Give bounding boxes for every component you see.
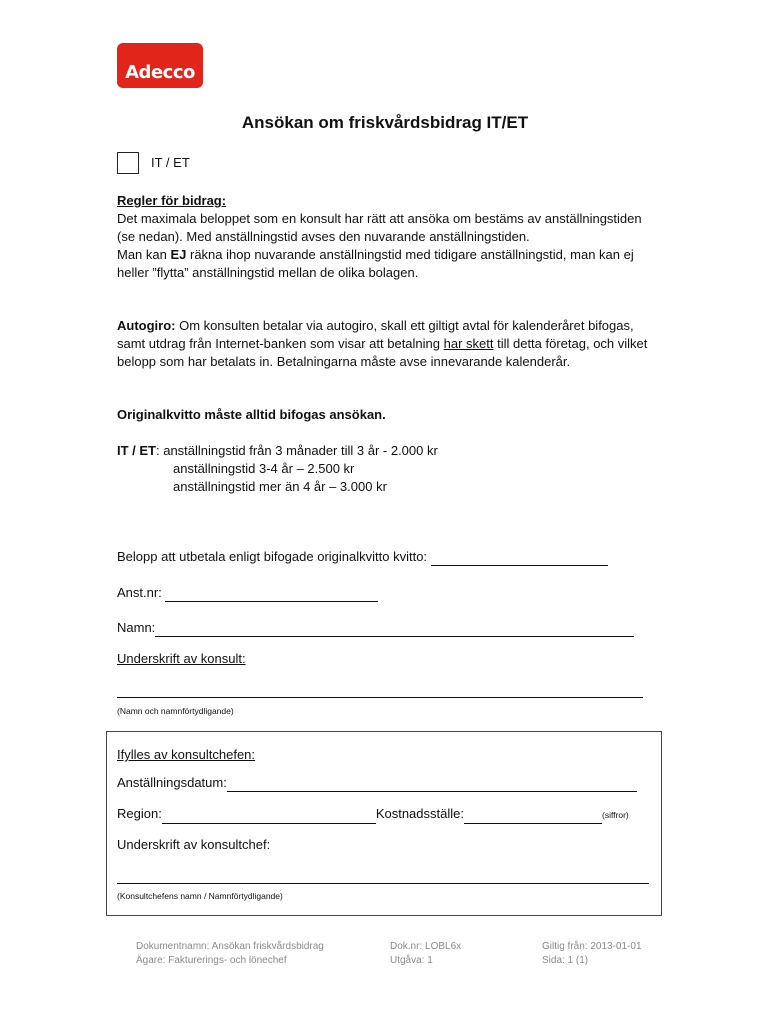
rules-paragraph-2: Man kan EJ räkna ihop nuvarande anställningstid med tidigare anställningstid, man kan ej heller ”flytta” anställningstid mellan de olika bolagen. — [117, 247, 634, 280]
footer-page: Sida: 1 (1) — [542, 955, 589, 966]
rules-section — [117, 192, 657, 282]
autogiro-label: Autogiro: — [117, 318, 176, 333]
autogiro-section: Autogiro: Om konsulten betalar via autogiro, skall ett giltigt avtal för kalenderåret bifogas, samt utdrag från Internet-banken som visar att betalning har skett till detta företag, och vilket belopp som har betalats in. Betalningarna måste avse innevarande kalenderår. — [117, 318, 648, 369]
manager-signature-hint: (Konsultchefens namn / Namnförtydligande) — [117, 891, 283, 901]
amount-input-line[interactable] — [431, 552, 608, 566]
name-field — [117, 619, 634, 637]
consultant-signature-label: Underskrift av konsult: — [117, 651, 246, 666]
emp-no-label: Anst.nr: — [117, 585, 162, 600]
hire-date-input-line[interactable] — [227, 778, 637, 792]
consultant-signature-line[interactable] — [117, 697, 643, 698]
footer-doc-name: Dokumentnamn: Ansökan friskvårdsbidrag — [136, 941, 324, 952]
emp-no-input-line[interactable] — [165, 588, 378, 602]
footer-doc-no: Dok.nr: LOBL6x — [390, 941, 462, 952]
hire-date-label: Anställningsdatum: — [117, 775, 227, 790]
rules-heading: Regler för bidrag: — [117, 193, 227, 208]
name-input-line[interactable] — [155, 623, 634, 637]
logo-text: Adecco — [125, 62, 195, 83]
tier-line-2: anställningstid 3-4 år – 2.500 kr — [173, 461, 355, 476]
hire-date-field — [117, 774, 637, 792]
footer-edition: Utgåva: 1 — [390, 955, 433, 966]
emp-no-field — [117, 584, 378, 602]
footer-valid-from: Giltig från: 2013-01-01 — [542, 941, 642, 952]
manager-signature-line[interactable] — [117, 883, 649, 884]
page-title: Ansökan om friskvårdsbidrag IT/ET — [241, 113, 529, 132]
amount-field — [117, 548, 608, 566]
region-label: Region: — [117, 806, 162, 821]
checkbox-label: IT / ET — [151, 155, 190, 170]
cost-center-input-line[interactable] — [464, 810, 602, 824]
receipt-note: Originalkvitto måste alltid bifogas ansökan. — [117, 407, 386, 422]
name-label: Namn: — [117, 620, 156, 635]
digits-hint: (siffror) — [601, 810, 629, 820]
it-et-checkbox[interactable] — [117, 152, 139, 174]
region-input-line[interactable] — [162, 810, 376, 824]
footer-left — [136, 940, 324, 968]
manager-signature-label: Underskrift av konsultchef: — [117, 837, 271, 852]
footer-right — [542, 940, 642, 968]
tier-line-3: anställningstid mer än 4 år – 3.000 kr — [173, 479, 387, 494]
footer-owner: Ägare: Fakturerings- och lönechef — [136, 955, 287, 966]
tier-line-1: IT / ET: anställningstid från 3 månader till 3 år - 2.000 kr — [117, 443, 438, 458]
rules-paragraph-1: Det maximala beloppet som en konsult har rätt att ansöka om bestäms av anställningstiden (se nedan). Med anställningstid avses den nuvarande anställningstiden. — [117, 211, 642, 244]
autogiro-underlined: har skett — [443, 336, 494, 351]
amount-label: Belopp att utbetala enligt bifogade originalkvitto kvitto: — [117, 549, 428, 564]
region-costcenter-field — [117, 805, 629, 824]
adecco-logo — [117, 43, 203, 88]
manager-heading: Ifylles av konsultchefen: — [117, 747, 256, 762]
cost-center-label: Kostnadsställe: — [375, 806, 464, 821]
footer-middle — [390, 940, 461, 968]
consultant-signature-hint: (Namn och namnförtydligande) — [117, 706, 234, 716]
